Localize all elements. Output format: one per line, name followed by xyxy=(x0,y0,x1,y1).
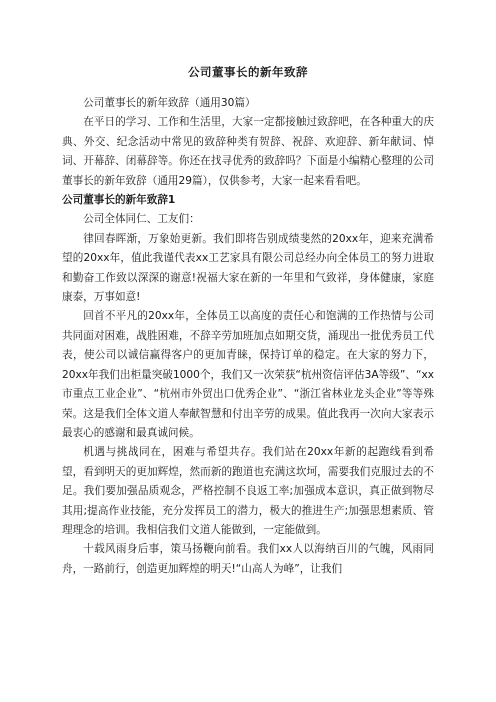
intro-subtitle: 公司董事长的新年致辞（通用30篇） xyxy=(83,97,256,109)
body-paragraph: 回首不平凡的20xx年，全体员工以高度的责任心和饱满的工作热情与公司共同面对困难，战胜困难，不辞辛劳加班加点如期交货，涌现出一批优秀员工代表，使公司以诚信赢得客户的更加青睐，保持订单的稳定。在大家的努力下，20xx年我们出柜量突破1000个，我们又一次荣获“杭州资信评估3A等级”、“xx市重点工业企业”、“杭州市外贸出口优秀企业”、“浙江省林业龙头企业”等等殊荣。这是我们全体文道人奉献智慧和付出辛劳的成果。值此我再一次向大家表示最衷心的感谢和最真诚问候。 xyxy=(62,310,434,439)
salutation: 公司全体同仁、工友们： xyxy=(83,213,200,226)
intro-paragraph: 在平日的学习、工作和生活里，大家一定都接触过致辞吧，在各种重大的庆典、外交、纪念活动中常见的致辞种类有贺辞、祝辞、欢迎辞、新年献词、悼词、开幕辞、闭幕辞等。你还在找寻优秀的致辞吗？下面是小编精心整理的公司董事长的新年致辞（通用29篇），仅供参考，大家一起来看看吧。 xyxy=(62,116,434,187)
body-paragraph: 机遇与挑战同在，困难与希望共存。我们站在20xx年新的起跑线看到希望，看到明天的更加辉煌，然而新的跑道也充满这坎坷，需要我们克服过去的不足。我们要加强品质观念，严格控制不良返工率;加强成本意识，真正做到物尽其用;提高作业技能，充分发挥员工的潜力，极大的推进生产;加强思想素质、管理理念的培训。我相信我们文道人能做到，一定能做到。 xyxy=(62,446,434,536)
document-body xyxy=(62,94,434,579)
section-heading: 公司董事长的新年致辞1 xyxy=(62,194,176,207)
body-paragraph: 十载风雨身后事，策马扬鞭向前看。我们xx人以海纳百川的气魄，风雨同舟，一路前行，创造更加辉煌的明天!“山高人为峰”，让我们 xyxy=(62,543,434,575)
document-title: 公司董事长的新年致辞 xyxy=(188,65,308,79)
body-paragraph: 律回春晖渐，万象始更新。我们即将告别成绩斐然的20xx年，迎来充满希望的20xx年，值此我谨代表xx工艺家具有限公司总经办向全体员工的努力进取和勤奋工作致以深深的谢意!祝福大家在新的一年里和气致祥，身体健康，家庭康泰，万事如意! xyxy=(62,232,434,304)
